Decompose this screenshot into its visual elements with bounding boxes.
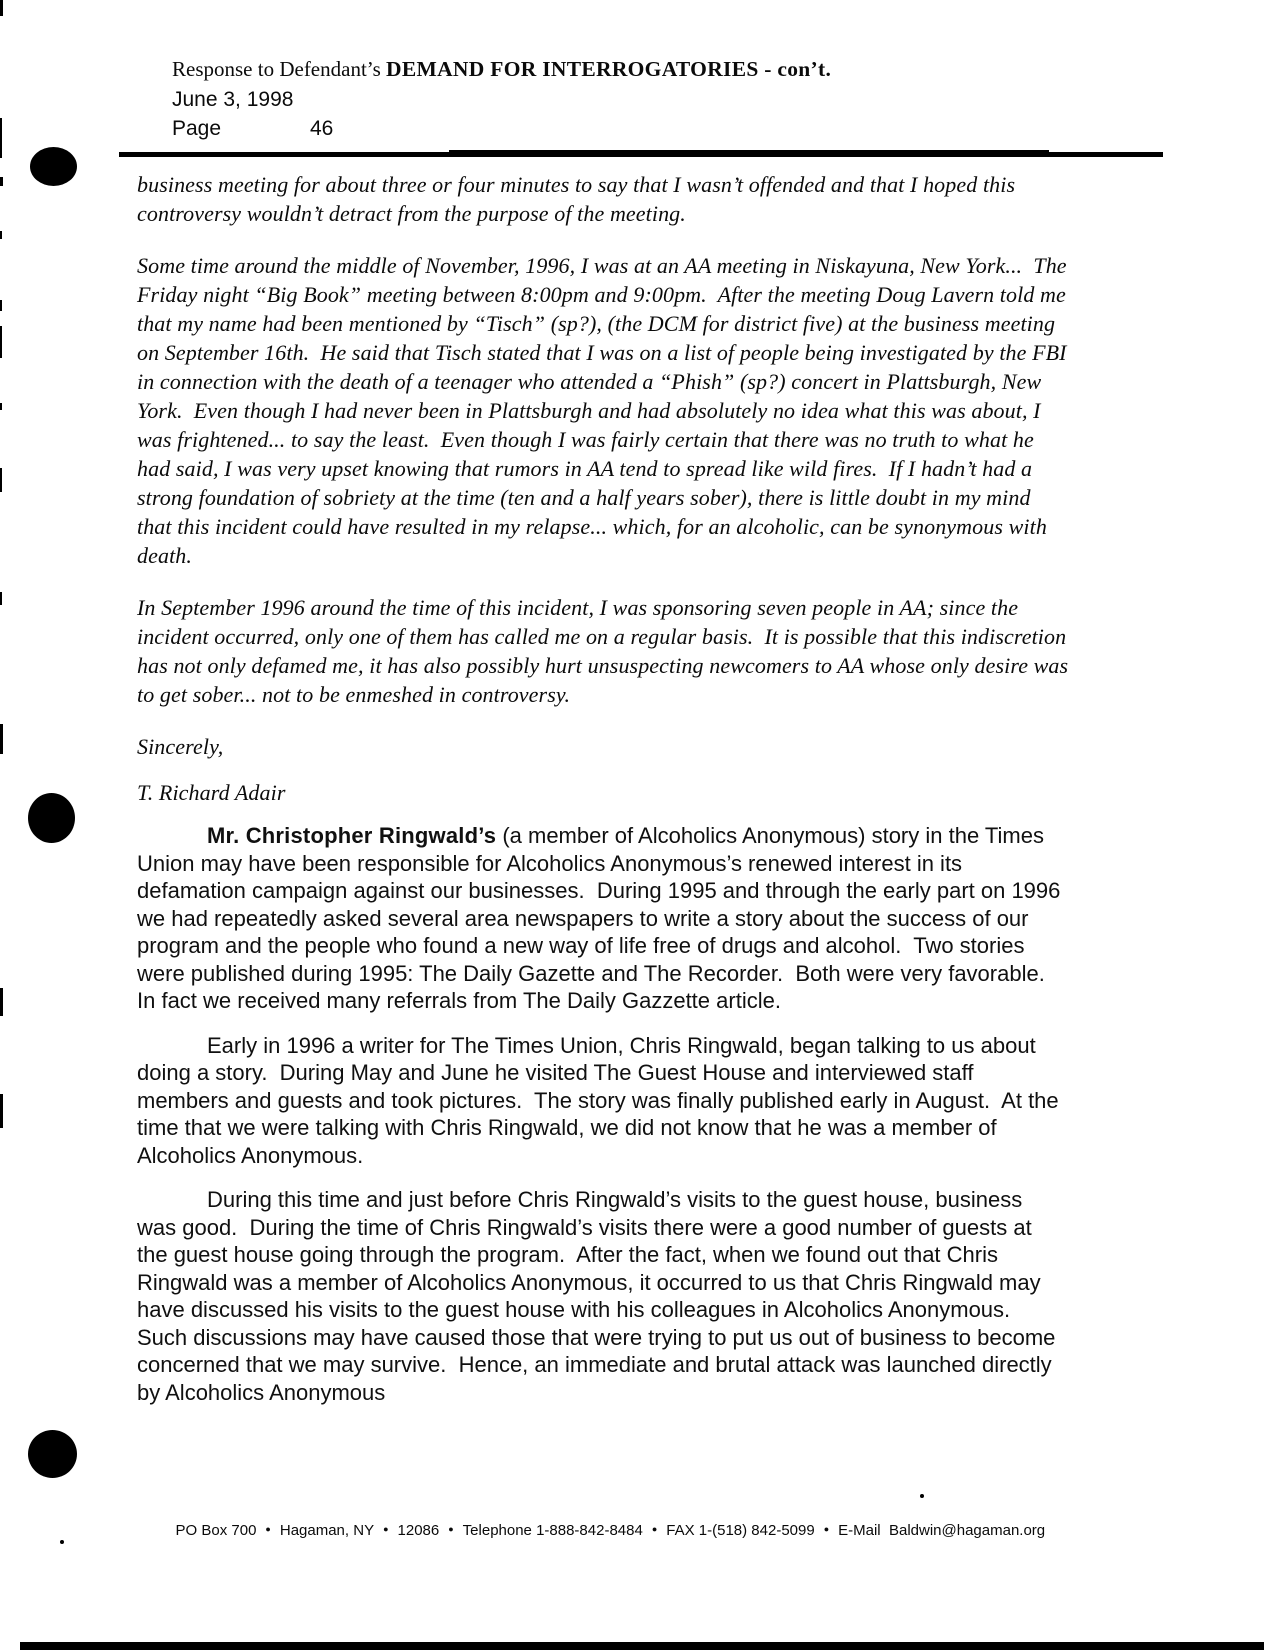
hole-punch-icon: [28, 793, 75, 843]
scan-artifact: [0, 724, 3, 754]
scan-artifact: [0, 592, 2, 605]
footer-fax: FAX 1-(518) 842-5099: [666, 1522, 815, 1539]
footer-email: E-Mail Baldwin@hagaman.org: [838, 1522, 1046, 1539]
letter-paragraph: In September 1996 around the time of this incident, I was sponsoring seven people in AA; since the incident occurred, only one of them has called me on a regular basis. It is possible that this indiscretion has not only defamed me, it has also possibly hurt unsuspecting newcomers to AA whose only desire was to get sober... not to be enmeshed in controversy.: [137, 595, 1074, 707]
scan-artifact: [0, 177, 3, 186]
scan-artifact: [60, 1540, 64, 1544]
scan-artifact: [0, 468, 2, 492]
footer-telephone: Telephone 1-888-842-8484: [462, 1522, 643, 1539]
header-rule: [119, 152, 1163, 157]
letter-paragraph: business meeting for about three or four minutes to say that I wasn’t offended and that I hoped this controversy wouldn’t detract from the purpose of the meeting.: [137, 172, 1021, 226]
lead-rest: (a member of Alcoholics Anonymous) story in the Times Union may have been responsible for Alcoholics Anonymous’s renewed interest in its defamation campaign against our businesses. During 1995 and through the early part on 1996 we had repeatedly asked several area newspapers to write a story about the success of our program and the people who found a new way of life free of drugs and alcohol. Two stories were published during 1995: The Daily Gazette and The Recorder. Both were very favorable. In fact we received many referrals from The Daily Gazzette article.: [137, 823, 1067, 1013]
scan-artifact: [0, 326, 2, 358]
footer-city: Hagaman, NY: [279, 1522, 375, 1539]
scan-artifact: [0, 403, 2, 410]
footer-zip: 12086: [397, 1522, 440, 1539]
letter-body: [137, 170, 1074, 807]
narrative-body: [137, 822, 1067, 1423]
scan-artifact: [0, 300, 2, 311]
letterhead-footer: [137, 1505, 1067, 1556]
page-number-line: [172, 117, 831, 141]
title-prefix: Response to Defendant’s: [172, 57, 387, 81]
page-number: 46: [310, 117, 334, 140]
letter-closing: Sincerely,: [137, 734, 224, 759]
bullet-separator-icon: ●: [823, 1524, 830, 1534]
scan-edge-bar: [20, 1642, 1264, 1650]
scan-artifact: [0, 231, 2, 239]
narrative-paragraph: Early in 1996 a writer for The Times Union, Chris Ringwald, began talking to us about doing a story. During May and June he visited The Guest House and interviewed staff members and guests and took pictures. The story was finally published early in August. At the time that we were talking with Chris Ringwald, we did not know that he was a member of Alcoholics Anonymous.: [137, 1032, 1065, 1168]
narrative-paragraph: [137, 822, 1067, 1015]
document-date: June 3, 1998: [172, 88, 294, 111]
letter-signature: T. Richard Adair: [137, 780, 286, 805]
document-title: [172, 57, 831, 82]
title-bold: DEMAND FOR INTERROGATORIES - con’t.: [386, 57, 832, 81]
footer-po-box: PO Box 700: [175, 1522, 257, 1539]
letter-paragraph: Some time around the middle of November, 1996, I was at an AA meeting in Niskayuna, New York... The Friday night “Big Book” meeting between 8:00pm and 9:00pm. After the meeting Doug Lavern told me that my name had been mentioned by “Tisch” (sp?), (the DCM for district five) at the business meeting on September 16th. He said that Tisch stated that I was on a list of people being investigated by the FBI in connection with the death of a teenager who attended a “Phish” (sp?) concert in Plattsburgh, New York. Even though I had never been in Plattsburgh and had absolutely no idea what this was about, I was frightened... to say the least. Even though I was fairly certain that there was no truth to what he had said, I was very upset knowing that rumors in AA tend to spread like wild fires. If I hadn’t had a strong foundation of sobriety at the time (ten and a half years sober), there is little doubt in my mind that this incident could have resulted in my relapse... which, for an alcoholic, can be synonymous with death.: [137, 253, 1073, 568]
scan-artifact: [0, 118, 2, 158]
page-label: Page: [172, 117, 222, 140]
hole-punch-icon: [30, 147, 77, 186]
bullet-separator-icon: ●: [383, 1524, 389, 1534]
scan-artifact: [0, 1094, 3, 1128]
hole-punch-icon: [28, 1430, 77, 1478]
scan-artifact: [0, 988, 3, 1016]
bullet-separator-icon: ●: [265, 1524, 271, 1534]
scan-artifact: [0, 0, 3, 16]
page-header: [172, 57, 831, 141]
narrative-paragraph: During this time and just before Chris Ringwald’s visits to the guest house, business was good. During the time of Chris Ringwald’s visits there were a good number of guests at the guest house going through the program. After the fact, when we found out that Chris Ringwald was a member of Alcoholics Anonymous, it occurred to us that Chris Ringwald may have discussed his visits to the guest house with his colleagues in Alcoholics Anonymous. Such discussions may have caused those that were trying to put us out of business to become concerned that we may survive. Hence, an immediate and brutal attack was launched directly by Alcoholics Anonymous: [137, 1187, 1062, 1405]
lead-name-bold: Mr. Christopher Ringwald’s: [207, 823, 497, 848]
bullet-separator-icon: ●: [448, 1524, 454, 1534]
scan-artifact: [920, 1494, 924, 1498]
bullet-separator-icon: ●: [651, 1524, 658, 1534]
